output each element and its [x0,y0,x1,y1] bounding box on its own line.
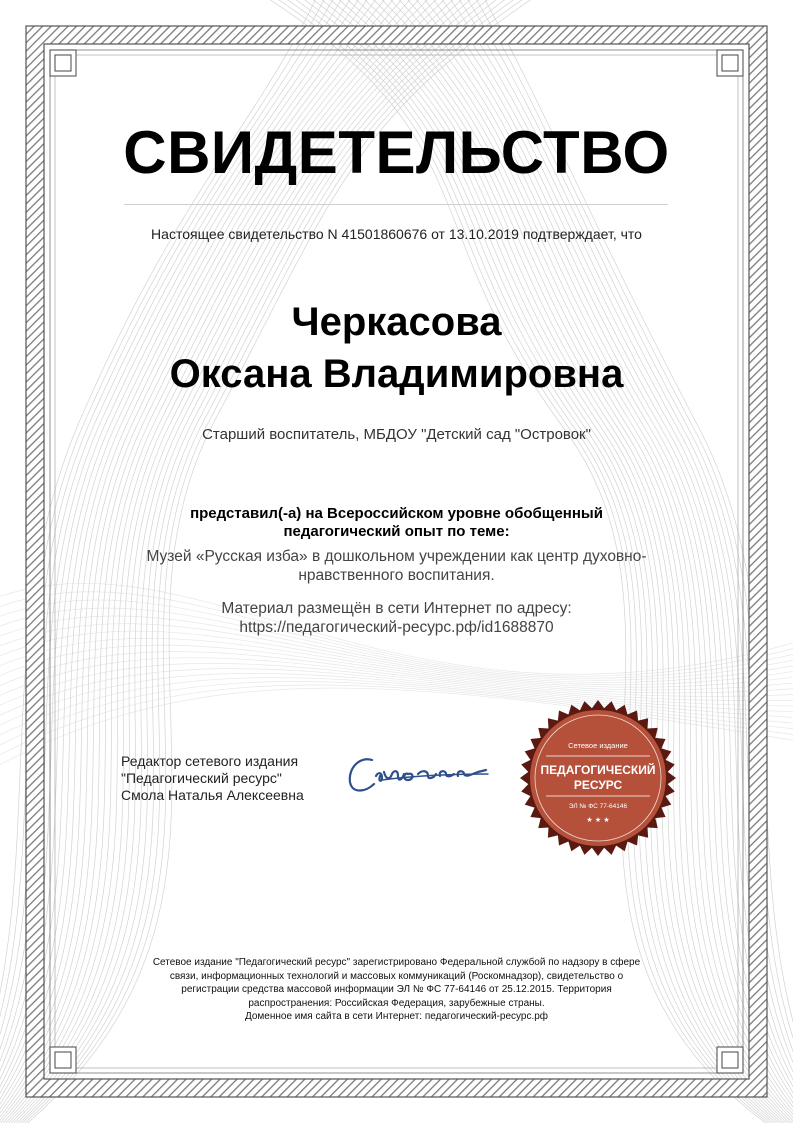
publication-info [150,599,643,637]
presented-statement [150,505,643,541]
topic-line: нравственного воспитания. [298,567,495,584]
recipient-given-names: Оксана Владимировна [169,352,624,396]
topic-text [130,547,663,585]
recipient-name [0,296,793,400]
certificate-title: СВИДЕТЕЛЬСТВО [123,119,670,186]
editor-block [121,753,321,804]
seal-main-line2: РЕСУРС [573,778,623,792]
topic-line: Музей «Русская изба» в дошкольном учреждении как центр духовно- [146,548,647,565]
seal-registration: ЭЛ № ФС 77-64146 [568,803,628,810]
footer-line: распространения: Российская Федерация, зарубежные страны. [248,997,545,1009]
editor-name: Смола Наталья Алексеевна [121,787,304,803]
footer-line: регистрации средства массовой информации ЭЛ № ФС 77-64146 от 25.12.2015. Территория [181,984,612,995]
title-divider [124,204,668,205]
presented-line: педагогический опыт по теме: [283,523,510,540]
footer-line: Сетевое издание "Педагогический ресурс" зарегистрировано Федеральной службой по надзору в сфере [152,957,641,968]
presented-line: представил(-а) на Всероссийском уровне обобщенный [190,505,603,522]
seal-top-text: Сетевое издание [568,741,628,750]
seal-stars-icon: ★ ★ ★ [586,816,610,824]
recipient-position: Старший воспитатель, МБДОУ "Детский сад "Островок" [202,426,591,443]
publication-url: https://педагогический-ресурс.рф/id1688870 [239,619,554,636]
footer-line: Доменное имя сайта в сети Интернет: педагогический-ресурс.рф [244,1011,549,1022]
editor-signature [342,746,492,802]
editor-role: Редактор сетевого издания [121,753,299,769]
seal-main-line1: ПЕДАГОГИЧЕСКИЙ [540,763,656,777]
recipient-surname: Черкасова [291,300,502,344]
editor-publication: "Педагогический ресурс" [121,770,282,786]
certificate-intro: Настоящее свидетельство N 41501860676 от 13.10.2019 подтверждает, что [151,226,642,242]
publication-seal [518,698,678,858]
registration-footer [120,956,673,1024]
publication-label: Материал размещён в сети Интернет по адресу: [221,600,572,617]
footer-line: связи, информационных технологий и массовых коммуникаций (Роскомнадзор), свидетельство о [169,970,624,982]
